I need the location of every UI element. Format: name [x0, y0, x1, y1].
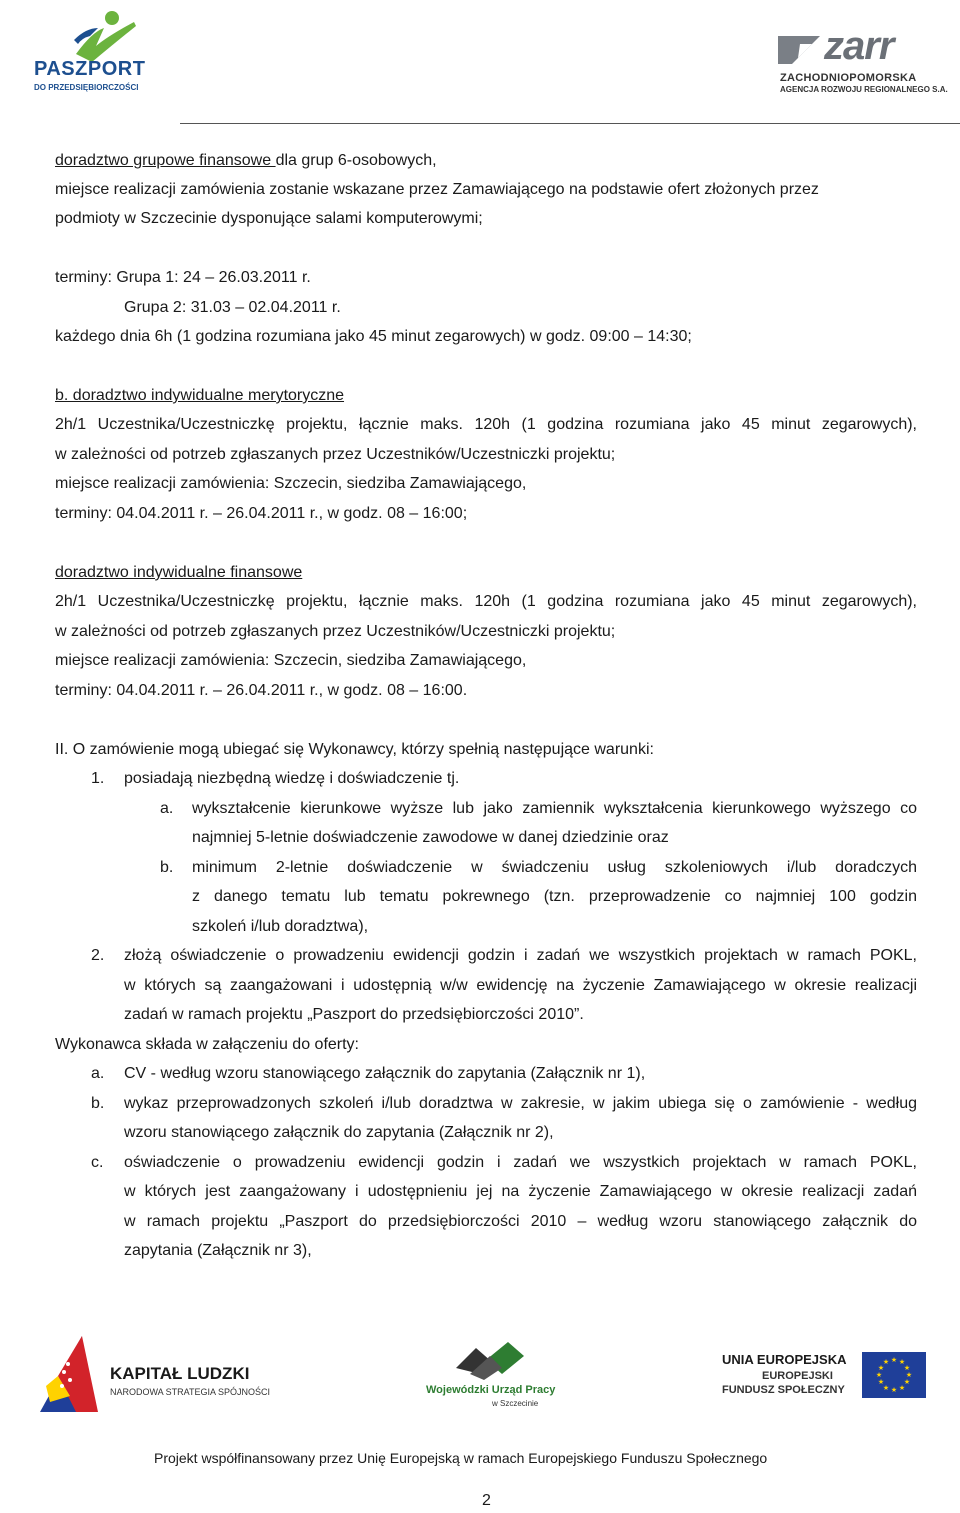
attachment-item-c-cont: w których jest zaangażowany i udostępnieniu jej na życzenie Zamawiającego w okresie realizacji zadań — [124, 1183, 917, 1200]
list-number-1: 1. — [91, 770, 105, 787]
paszport-logo-title: PASZPORT — [34, 58, 146, 80]
svg-text:★: ★ — [898, 1384, 906, 1392]
zarr-logo — [772, 24, 952, 100]
body-line-4: terminy: Grupa 1: 24 – 26.03.2011 r. — [55, 269, 311, 286]
body-line-11: terminy: 04.04.2011 r. – 26.04.2011 r., w godz. 08 – 16:00; — [55, 505, 468, 522]
attachment-item-a: CV - według wzoru stanowiącego załącznik do zapytania (Załącznik nr 1), — [124, 1065, 646, 1082]
section-ii-heading: II. O zamówienie mogą ubiegać się Wykonawcy, którzy spełnią następujące warunki: — [55, 741, 654, 758]
zarr-triangles-icon — [772, 30, 832, 68]
list-item-1: posiadają niezbędną wiedzę i doświadczenie tj. — [124, 770, 460, 787]
sublist-item-b-cont2: szkoleń i/lub doradztwa), — [192, 918, 369, 935]
header-divider — [180, 123, 960, 124]
attachment-item-c: oświadczenie o prowadzeniu ewidencji godzin i zadań we wszystkich projektach w ramach POKL, — [124, 1154, 917, 1171]
kapital-ludzki-subtitle: NARODOWA STRATEGIA SPÓJNOŚCI — [110, 1387, 271, 1397]
ue-logo — [722, 1346, 932, 1406]
body-line-2: miejsce realizacji zamówienia zostanie wskazane przez Zamawiającego na podstawie ofert złożonych przez — [55, 181, 819, 198]
svg-text:★: ★ — [890, 1386, 898, 1394]
zarr-logo-line2: AGENCJA ROZWOJU REGIONALNEGO S.A. — [780, 85, 948, 94]
svg-text:★: ★ — [898, 1358, 906, 1366]
sublist-letter-a: a. — [160, 800, 174, 817]
body-line-6: każdego dnia 6h (1 godzina rozumiana jako 45 minut zegarowych) w godz. 09:00 – 14:30; — [55, 328, 692, 345]
zarr-logo-line1: ZACHODNIOPOMORSKA — [780, 72, 917, 84]
attachment-item-b-cont: wzoru stanowiącego załącznik do zapytania (Załącznik nr 2), — [124, 1124, 554, 1141]
svg-text:★: ★ — [903, 1378, 911, 1386]
ue-title: UNIA EUROPEJSKA — [722, 1352, 847, 1367]
attachment-item-c-cont2: w ramach projektu „Paszport do przedsiębiorczości 2010 – według wzoru stanowiącego załącznik do — [124, 1213, 917, 1230]
wup-subtitle: w Szczecinie — [492, 1399, 539, 1408]
sublist-item-b: minimum 2-letnie doświadczenie w świadczeniu usług szkoleniowych i/lub doradczych — [192, 859, 917, 876]
list-number-2: 2. — [91, 947, 105, 964]
body-line-13: 2h/1 Uczestnika/Uczestniczkę projektu, łącznie maks. 120h (1 godzina rozumiana jako 45 minut zegarowych), — [55, 593, 917, 610]
wup-title: Wojewódzki Urząd Pracy — [426, 1384, 556, 1396]
wup-emblem-icon — [450, 1340, 530, 1380]
heading-individual-finance: doradztwo indywidualne finansowe — [55, 564, 303, 581]
body-line-14: w zależności od potrzeb zgłaszanych przez Uczestników/Uczestniczki projektu; — [55, 623, 616, 640]
kapital-ludzki-title: KAPITAŁ LUDZKI — [110, 1364, 250, 1383]
svg-text:★: ★ — [882, 1358, 890, 1366]
sublist-letter-b: b. — [160, 859, 174, 876]
svg-text:★: ★ — [905, 1371, 913, 1379]
list-item-2: złożą oświadczenie o prowadzeniu ewidencji godzin i zadań we wszystkich projektach w ramach POKL, — [124, 947, 917, 964]
body-line-1-text: dla grup 6-osobowych, — [275, 152, 437, 169]
svg-text:★: ★ — [877, 1364, 885, 1372]
heading-individual-substantive: b. doradztwo indywidualne merytoryczne — [55, 387, 345, 404]
attachment-letter-a: a. — [91, 1065, 105, 1082]
svg-text:★: ★ — [882, 1384, 890, 1392]
svg-text:★: ★ — [877, 1378, 885, 1386]
body-line-16: terminy: 04.04.2011 r. – 26.04.2011 r., w godz. 08 – 16:00. — [55, 682, 468, 699]
heading-group-finance: doradztwo grupowe finansowe — [55, 152, 276, 169]
ue-line2: EUROPEJSKI — [762, 1370, 833, 1382]
paszport-logo-subtitle: DO PRZEDSIĘBIORCZOŚCI — [34, 83, 139, 92]
page-number: 2 — [482, 1492, 491, 1509]
svg-text:★: ★ — [875, 1371, 883, 1379]
zarr-logo-mark: zarr — [824, 24, 894, 68]
eu-flag-icon — [862, 1352, 926, 1398]
sublist-item-a: wykształcenie kierunkowe wyższe lub jako zamiennik wykształcenia kierunkowego wyższego co — [192, 800, 917, 817]
body-line-8: 2h/1 Uczestnika/Uczestniczkę projektu, łącznie maks. 120h (1 godzina rozumiana jako 45 minut zegarowych), — [55, 416, 917, 433]
attachment-item-c-cont3: zapytania (Załącznik nr 3), — [124, 1242, 312, 1259]
body-line-9: w zależności od potrzeb zgłaszanych przez Uczestników/Uczestniczki projektu; — [55, 446, 616, 463]
wup-logo — [420, 1340, 560, 1412]
list-item-2-cont2: zadań w ramach projektu „Paszport do przedsiębiorczości 2010”. — [124, 1006, 584, 1023]
svg-text:★: ★ — [903, 1364, 911, 1372]
attachment-letter-b: b. — [91, 1095, 105, 1112]
body-line-5: Grupa 2: 31.03 – 02.04.2011 r. — [124, 299, 341, 316]
kapital-ludzki-emblem-icon — [40, 1336, 100, 1412]
sublist-item-a-cont: najmniej 5-letnie doświadczenie zawodowe w danej dziedzinie oraz — [192, 829, 669, 846]
kapital-ludzki-logo — [40, 1336, 280, 1416]
cofinanced-note: Projekt współfinansowany przez Unię Europejską w ramach Europejskiego Funduszu Społecznego — [154, 1450, 768, 1466]
paszport-logo — [26, 6, 154, 102]
attachment-item-b: wykaz przeprowadzonych szkoleń i/lub doradztwa w zakresie, w jakim ubiega się o zamówienie - według — [124, 1095, 917, 1112]
list-item-2-cont: w których są zaangażowani i udostępnią w/w ewidencję na życzenie Zamawiającego w okresie realizacji — [124, 977, 917, 994]
body-line-1 — [55, 151, 437, 171]
attachments-heading: Wykonawca składa w załączeniu do oferty: — [55, 1036, 359, 1053]
body-line-10: miejsce realizacji zamówienia: Szczecin, siedziba Zamawiającego, — [55, 475, 527, 492]
sublist-item-b-cont: z danego tematu lub tematu pokrewnego (tzn. przeprowadzenie co najmniej 100 godzin — [192, 888, 917, 905]
body-line-3: podmioty w Szczecinie dysponujące salami komputerowymi; — [55, 210, 483, 227]
svg-text:★: ★ — [890, 1356, 898, 1364]
body-line-15: miejsce realizacji zamówienia: Szczecin, siedziba Zamawiającego, — [55, 652, 527, 669]
attachment-letter-c: c. — [91, 1154, 104, 1171]
ue-line3: FUNDUSZ SPOŁECZNY — [722, 1384, 845, 1396]
